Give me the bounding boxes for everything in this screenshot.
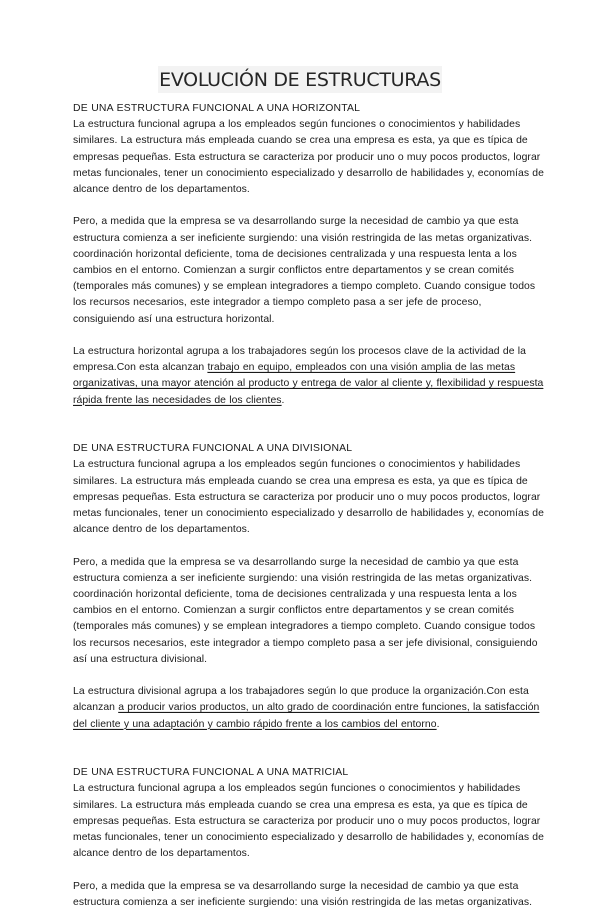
text-line bbox=[73, 393, 543, 409]
text-line bbox=[73, 700, 543, 716]
text-line: La estructura horizontal agrupa a los trabajadores según los procesos clave de la actividad de la bbox=[73, 346, 526, 358]
text-line: alcance dentro de los departamentos. bbox=[73, 848, 250, 860]
section-heading: DE UNA ESTRUCTURA FUNCIONAL A UNA MATRICIAL bbox=[73, 767, 349, 779]
text-line: Pero, a medida que la empresa se va desarrollando surge la necesidad de cambio ya que esta bbox=[73, 556, 519, 568]
text-line: los recursos necesarios, este integrador a tiempo completo pasa a ser jefe de proceso, bbox=[73, 297, 482, 309]
text-line: similares. La estructura más empleada cuando se crea una empresa es esta, ya que es típica de bbox=[73, 135, 528, 147]
paragraph-functional-intro bbox=[73, 117, 543, 198]
text-line bbox=[73, 360, 543, 376]
text-line: consiguiendo así una estructura horizontal. bbox=[73, 313, 275, 325]
section-spacer bbox=[73, 409, 543, 441]
text-line: empresas pequeñas. Esta estructura se caracteriza por producir uno o muy pocos productos, lograr bbox=[73, 491, 541, 503]
text-line bbox=[73, 376, 543, 392]
paragraph-functional-intro bbox=[73, 781, 543, 862]
text-line: alcance dentro de los departamentos. bbox=[73, 524, 250, 536]
text-line: los recursos necesarios, este integrador a tiempo completo pasa a ser jefe divisional, consiguiendo bbox=[73, 637, 538, 649]
paragraph-spacer bbox=[73, 668, 543, 684]
text-line: Pero, a medida que la empresa se va desarrollando surge la necesidad de cambio ya que esta bbox=[73, 216, 519, 228]
section-heading: DE UNA ESTRUCTURA FUNCIONAL A UNA HORIZONTAL bbox=[73, 103, 361, 114]
text-line: (temporales más comunes) y se emplean integradores a tiempo completo. Cuando consigue todos bbox=[73, 281, 536, 293]
text-line: coordinación horizontal deficiente, toma de decisiones centralizada y una respuesta lenta a los bbox=[73, 589, 517, 601]
underlined-text: organizativas, una mayor atención al producto y entrega de valor al cliente y, flexibilidad y respuesta bbox=[73, 378, 544, 390]
text-line: La estructura funcional agrupa a los empleados según funciones o conocimientos y habilidades bbox=[73, 119, 521, 131]
text-line: cambios en el entorno. Comienzan a surgir conflictos entre departamentos y se crean comités bbox=[73, 605, 515, 617]
text-line: cambios en el entorno. Comienzan a surgir conflictos entre departamentos y se crean comités bbox=[73, 265, 515, 277]
text-line: (temporales más comunes) y se emplean integradores a tiempo completo. Cuando consigue todos bbox=[73, 621, 536, 633]
text-line: metas funcionales, tener un conocimiento especializado y desarrollo de habilidades y, economías de bbox=[73, 167, 544, 179]
document-body bbox=[73, 101, 543, 911]
paragraph-spacer bbox=[73, 538, 543, 554]
paragraph-spacer bbox=[73, 198, 543, 214]
section-spacer bbox=[73, 733, 543, 765]
section-divisional bbox=[73, 441, 543, 733]
text-line: Pero, a medida que la empresa se va desarrollando surge la necesidad de cambio ya que esta bbox=[73, 880, 519, 892]
text-line: estructura comienza a ser ineficiente surgiendo: una visión restringida de las metas organizativas. bbox=[73, 896, 533, 908]
paragraph-functional-intro bbox=[73, 457, 543, 538]
paragraph-divisional-summary bbox=[73, 684, 543, 733]
title-container bbox=[0, 66, 600, 93]
paragraph-evolution bbox=[73, 555, 543, 668]
text-line: estructura comienza a ser ineficiente surgiendo: una visión restringida de las metas organizativas. bbox=[73, 572, 533, 584]
text-line: similares. La estructura más empleada cuando se crea una empresa es esta, ya que es típica de bbox=[73, 799, 528, 811]
text-line: empresas pequeñas. Esta estructura se caracteriza por producir uno o muy pocos productos, lograr bbox=[73, 151, 541, 163]
underlined-text: del cliente y una adaptación y cambio rápido frente a los cambios del entorno bbox=[73, 718, 437, 730]
page-title: EVOLUCIÓN DE ESTRUCTURAS bbox=[158, 66, 442, 93]
text-line: coordinación horizontal deficiente, toma de decisiones centralizada y una respuesta lenta a los bbox=[73, 248, 517, 260]
paragraph-evolution bbox=[73, 879, 543, 911]
paragraph-spacer bbox=[73, 328, 543, 344]
paragraph-spacer bbox=[73, 862, 543, 878]
underlined-text: a producir varios productos, un alto grado de coordinación entre funciones, la satisfacción bbox=[118, 702, 540, 714]
paragraph-evolution bbox=[73, 214, 543, 327]
paragraph-horizontal-summary bbox=[73, 344, 543, 409]
text-line: similares. La estructura más empleada cuando se crea una empresa es esta, ya que es típica de bbox=[73, 475, 528, 487]
text-segment: . bbox=[281, 394, 285, 406]
text-line: estructura comienza a ser ineficiente surgiendo: una visión restringida de las metas organizativas. bbox=[73, 232, 533, 244]
section-heading: DE UNA ESTRUCTURA FUNCIONAL A UNA DIVISIONAL bbox=[73, 443, 353, 455]
text-line: metas funcionales, tener un conocimiento especializado y desarrollo de habilidades y, economías de bbox=[73, 508, 544, 520]
text-line bbox=[73, 717, 543, 733]
section-matricial bbox=[73, 765, 543, 911]
text-line: La estructura funcional agrupa a los empleados según funciones o conocimientos y habilidades bbox=[73, 783, 521, 795]
text-segment: . bbox=[436, 718, 440, 730]
text-segment: alcanzan bbox=[73, 702, 119, 714]
text-line: La estructura funcional agrupa a los empleados según funciones o conocimientos y habilidades bbox=[73, 459, 521, 471]
section-horizontal bbox=[73, 101, 543, 409]
text-segment: empresa.Con esta alcanzan bbox=[73, 362, 208, 374]
text-line: alcance dentro de los departamentos. bbox=[73, 184, 250, 196]
text-line: La estructura divisional agrupa a los trabajadores según lo que produce la organización.Con esta bbox=[73, 686, 529, 698]
text-line: así una estructura divisional. bbox=[73, 653, 208, 665]
text-line: empresas pequeñas. Esta estructura se caracteriza por producir uno o muy pocos productos, lograr bbox=[73, 815, 541, 827]
underlined-text: rápida frente las necesidades de los clientes bbox=[73, 394, 282, 406]
underlined-text: trabajo en equipo, empleados con una visión amplia de las metas bbox=[207, 362, 516, 374]
text-line: metas funcionales, tener un conocimiento especializado y desarrollo de habilidades y, economías de bbox=[73, 832, 544, 844]
